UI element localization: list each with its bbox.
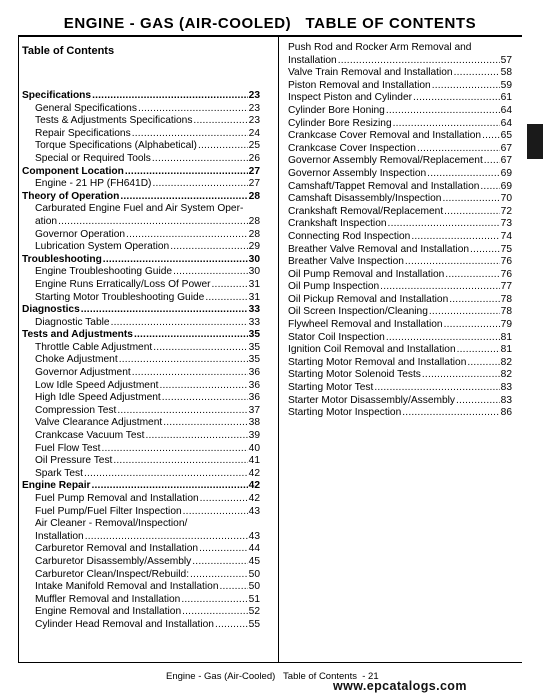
toc-leader-dots xyxy=(85,531,248,544)
toc-leader-dots xyxy=(219,581,247,594)
toc-leader-dots xyxy=(126,229,248,242)
toc-entry-label: Breather Valve Inspection xyxy=(288,256,404,268)
toc-entry[interactable] xyxy=(22,367,260,380)
toc-page-number: 69 xyxy=(500,180,512,192)
toc-leader-dots xyxy=(413,92,500,105)
toc-leader-dots xyxy=(183,506,248,519)
toc-entry-label: Cylinder Head Removal and Installation xyxy=(35,618,214,630)
toc-entry[interactable] xyxy=(288,256,512,269)
toc-page-number: 73 xyxy=(500,218,512,230)
toc-leader-dots xyxy=(132,128,248,141)
toc-page-number: 81 xyxy=(500,344,512,356)
toc-page-number: 76 xyxy=(500,268,512,280)
toc-entry-label: Air Cleaner - Removal/Inspection/ xyxy=(35,518,188,530)
toc-page-number: 82 xyxy=(500,356,512,368)
toc-entry[interactable] xyxy=(22,342,260,355)
toc-page-number: 30 xyxy=(248,253,260,265)
toc-leader-dots xyxy=(445,269,499,282)
toc-leader-dots xyxy=(119,354,248,367)
toc-entry-label: Crankshaft Removal/Replacement xyxy=(288,205,444,217)
page-header xyxy=(18,9,522,37)
toc-entry-label: Piston Removal and Installation xyxy=(288,79,431,91)
toc-page-number: 70 xyxy=(500,193,512,205)
toc-entry-label: Starter Motor Disassembly/Assembly xyxy=(288,394,456,406)
toc-entry[interactable] xyxy=(288,395,512,408)
toc-entry[interactable] xyxy=(288,332,512,345)
toc-section-entry[interactable] xyxy=(22,480,260,493)
toc-page-number: 40 xyxy=(248,442,260,454)
toc-page-number: 50 xyxy=(248,581,260,593)
toc-leader-dots xyxy=(444,206,500,219)
toc-page-number: 57 xyxy=(500,54,512,66)
toc-leader-dots xyxy=(470,244,500,257)
toc-entry[interactable] xyxy=(22,619,260,632)
toc-page-number: 44 xyxy=(248,543,260,555)
toc-entry[interactable] xyxy=(22,354,260,367)
toc-entry[interactable] xyxy=(22,128,260,141)
toc-entry-label: Oil Screen Inspection/Cleaning xyxy=(288,306,428,318)
toc-entry[interactable] xyxy=(288,206,512,219)
toc-entry[interactable] xyxy=(22,392,260,405)
toc-entry-label: Installation xyxy=(35,530,84,542)
toc-leader-dots xyxy=(113,455,247,468)
toc-entry-label: Fuel Pump Removal and Installation xyxy=(35,493,199,504)
column-divider xyxy=(278,37,279,662)
toc-leader-dots xyxy=(120,191,247,204)
toc-leader-dots xyxy=(386,105,500,118)
toc-page-number: 77 xyxy=(500,281,512,293)
toc-entry[interactable] xyxy=(288,130,512,143)
toc-leader-dots xyxy=(212,279,248,292)
toc-leader-dots xyxy=(182,606,248,619)
toc-entry[interactable] xyxy=(22,115,260,128)
toc-entry[interactable] xyxy=(22,493,260,506)
toc-entry[interactable] xyxy=(288,67,512,80)
toc-page-number: 51 xyxy=(248,593,260,605)
toc-entry[interactable] xyxy=(22,606,260,619)
toc-leader-dots xyxy=(444,319,500,332)
toc-entry[interactable] xyxy=(22,455,260,468)
toc-entry[interactable] xyxy=(22,241,260,254)
toc-leader-dots xyxy=(193,115,247,128)
toc-entry[interactable] xyxy=(22,266,260,279)
toc-page-number: 64 xyxy=(500,104,512,116)
toc-entry-label: Carburetor Clean/Inspect/Rebuild: xyxy=(35,568,190,580)
toc-leader-dots xyxy=(163,417,247,430)
toc-page-number: 55 xyxy=(248,618,260,630)
toc-entry-label: Crankcase Cover Removal and Installation xyxy=(288,130,482,142)
toc-entry-label: Tests & Adjustments Specifications xyxy=(35,115,193,127)
toc-entry-label: Spark Test xyxy=(35,467,83,479)
toc-leader-dots xyxy=(200,493,248,506)
toc-leader-dots xyxy=(417,143,500,156)
toc-entry[interactable] xyxy=(22,518,260,531)
toc-leader-dots xyxy=(198,140,248,153)
toc-entry-label: Governor Adjustment xyxy=(35,367,131,379)
toc-entry-label: Low Idle Speed Adjustment xyxy=(35,379,159,391)
toc-entry[interactable] xyxy=(288,80,512,93)
toc-entry[interactable] xyxy=(22,430,260,443)
toc-entry-label: Fuel Flow Test xyxy=(35,442,101,454)
toc-page-number: 82 xyxy=(500,369,512,381)
toc-entry-label: Push Rod and Rocker Arm Removal and xyxy=(288,42,472,53)
toc-page-number: 52 xyxy=(248,606,260,618)
toc-entry[interactable] xyxy=(22,581,260,594)
toc-entry[interactable] xyxy=(22,103,260,116)
toc-page-number: 42 xyxy=(248,467,260,479)
toc-section-entry[interactable] xyxy=(22,329,260,342)
toc-page-number: 43 xyxy=(248,530,260,542)
toc-leader-dots xyxy=(162,392,248,405)
toc-page-number: 79 xyxy=(500,319,512,331)
toc-entry-label: Lubrication System Operation xyxy=(35,241,170,253)
toc-page-number: 42 xyxy=(248,480,260,492)
toc-entry-label: Choke Adjustment xyxy=(35,354,118,366)
toc-entry-label: Carburated Engine Fuel and Air System Oper- xyxy=(35,203,244,215)
toc-leader-dots xyxy=(456,395,500,408)
toc-section-entry[interactable] xyxy=(22,254,260,267)
toc-page-number: 41 xyxy=(248,455,260,467)
toc-entry-label: Compression Test xyxy=(35,404,117,416)
toc-entry[interactable] xyxy=(22,543,260,556)
toc-entry-label: Inspect Piston and Cylinder xyxy=(288,92,413,104)
toc-page-number: 35 xyxy=(248,329,260,341)
toc-entry-label: Carburetor Disassembly/Assembly xyxy=(35,555,192,567)
toc-entry[interactable] xyxy=(288,42,512,55)
section-tab-marker xyxy=(527,124,543,159)
toc-leader-dots xyxy=(422,369,500,382)
toc-entry-label: Valve Train Removal and Installation xyxy=(288,67,453,79)
footer-rule xyxy=(18,662,522,663)
toc-page-number: 37 xyxy=(248,404,260,416)
toc-page-number: 39 xyxy=(248,430,260,442)
toc-leader-dots xyxy=(457,344,500,357)
toc-entry-label: Engine - 21 HP (FH641D) xyxy=(35,178,152,190)
toc-page-number: 76 xyxy=(500,256,512,268)
toc-leader-dots xyxy=(449,294,499,307)
toc-page-number: 23 xyxy=(248,102,260,114)
toc-leader-dots xyxy=(374,382,499,395)
toc-page-number: 25 xyxy=(248,140,260,152)
toc-page-number: 67 xyxy=(500,142,512,154)
toc-entry[interactable] xyxy=(22,317,260,330)
toc-entry-label: Ignition Coil Removal and Installation xyxy=(288,344,456,356)
toc-entry[interactable] xyxy=(288,281,512,294)
toc-entry-label: Theory of Operation xyxy=(22,190,120,202)
toc-leader-dots xyxy=(153,342,247,355)
toc-leader-dots xyxy=(58,216,248,229)
toc-leader-dots xyxy=(402,407,499,420)
toc-entry[interactable] xyxy=(288,168,512,181)
toc-entry[interactable] xyxy=(288,193,512,206)
toc-leader-dots xyxy=(92,480,248,493)
toc-leader-dots xyxy=(81,304,248,317)
toc-entry[interactable] xyxy=(288,369,512,382)
toc-leader-dots xyxy=(432,80,500,93)
toc-entry[interactable] xyxy=(288,357,512,370)
toc-leader-dots xyxy=(480,181,499,194)
toc-page-number: 29 xyxy=(248,241,260,253)
toc-page-number: 78 xyxy=(500,293,512,305)
toc-page-number: 27 xyxy=(248,178,260,190)
toc-page-number: 36 xyxy=(248,392,260,404)
toc-entry[interactable] xyxy=(22,417,260,430)
toc-entry[interactable] xyxy=(22,380,260,393)
toc-entry-label: Cylinder Bore Honing xyxy=(288,104,385,116)
toc-entry-label: Intake Manifold Removal and Installation xyxy=(35,581,219,593)
toc-section-entry[interactable] xyxy=(22,191,260,204)
toc-entry[interactable] xyxy=(288,319,512,332)
toc-leader-dots xyxy=(117,405,247,418)
toc-leader-dots xyxy=(92,90,248,103)
toc-leader-dots xyxy=(405,256,500,269)
toc-entry[interactable] xyxy=(288,231,512,244)
toc-entry[interactable] xyxy=(22,153,260,166)
toc-page-number: 38 xyxy=(248,417,260,429)
toc-page-number: 31 xyxy=(248,278,260,290)
toc-entry[interactable] xyxy=(22,178,260,191)
toc-entry-label: Engine Removal and Installation xyxy=(35,606,182,618)
toc-leader-dots xyxy=(386,332,500,345)
toc-entry[interactable] xyxy=(22,279,260,292)
toc-entry-label: Governor Assembly Removal/Replacement xyxy=(288,155,483,167)
toc-leader-dots xyxy=(181,594,247,607)
toc-entry-label: Stator Coil Inspection xyxy=(288,331,385,343)
toc-page-number: 78 xyxy=(500,306,512,318)
toc-leader-dots xyxy=(132,367,248,380)
toc-leader-dots xyxy=(429,306,500,319)
toc-page-number: 23 xyxy=(248,115,260,127)
toc-entry[interactable] xyxy=(288,155,512,168)
toc-leader-dots xyxy=(482,130,500,143)
toc-section-entry[interactable] xyxy=(22,90,260,103)
toc-page-number: 64 xyxy=(500,117,512,129)
toc-page-number: 36 xyxy=(248,367,260,379)
toc-page-number: 43 xyxy=(248,505,260,517)
toc-entry-label: Muffler Removal and Installation xyxy=(35,593,181,605)
toc-entry-label: General Specifications xyxy=(35,102,137,114)
toc-entry-label: Installation xyxy=(288,54,337,66)
toc-leader-dots xyxy=(125,166,248,179)
toc-heading: Table of Contents xyxy=(22,45,115,57)
left-margin-rule xyxy=(18,37,19,662)
toc-entry-label: Oil Pump Inspection xyxy=(288,281,380,293)
toc-entry-label: Engine Repair xyxy=(22,480,91,492)
toc-page-number: 83 xyxy=(500,394,512,406)
toc-page-number: 50 xyxy=(248,568,260,580)
toc-entry-label: Fuel Pump/Fuel Filter Inspection xyxy=(35,505,182,517)
toc-entry-label: High Idle Speed Adjustment xyxy=(35,392,161,404)
toc-entry[interactable] xyxy=(22,569,260,582)
toc-entry-label: Repair Specifications xyxy=(35,127,131,139)
toc-entry[interactable] xyxy=(22,203,260,216)
toc-leader-dots xyxy=(380,281,499,294)
toc-entry[interactable] xyxy=(288,244,512,257)
toc-page-number: 61 xyxy=(500,92,512,104)
page-title: ENGINE - GAS (AIR-COOLED) TABLE OF CONTENTS xyxy=(63,15,477,32)
toc-page-number: 69 xyxy=(500,167,512,179)
toc-entry-label: Throttle Cable Adjustment xyxy=(35,341,153,353)
toc-leader-dots xyxy=(111,317,248,330)
toc-entry-label: Breather Valve Removal and Installation xyxy=(288,243,470,255)
toc-page-number: 65 xyxy=(500,130,512,142)
toc-entry-label: Engine Troubleshooting Guide xyxy=(35,266,173,278)
toc-entry-label: Carburetor Removal and Installation xyxy=(35,543,199,555)
toc-page-number: 67 xyxy=(500,155,512,167)
toc-leader-dots xyxy=(338,55,500,68)
toc-entry[interactable] xyxy=(22,405,260,418)
toc-right-column xyxy=(288,42,512,420)
toc-leader-dots xyxy=(467,357,499,370)
toc-page-number: 36 xyxy=(248,379,260,391)
toc-entry[interactable] xyxy=(288,105,512,118)
toc-leader-dots xyxy=(190,569,248,582)
toc-entry[interactable] xyxy=(288,407,512,420)
toc-leader-dots xyxy=(103,254,248,267)
toc-entry[interactable] xyxy=(22,556,260,569)
page-footer: Engine - Gas (Air-Cooled) Table of Contents - 21 xyxy=(166,671,379,682)
toc-entry[interactable] xyxy=(288,306,512,319)
toc-page-number: 74 xyxy=(500,230,512,242)
toc-entry-label: Special or Required Tools xyxy=(35,152,151,164)
toc-page-number: 81 xyxy=(500,331,512,343)
toc-left-column xyxy=(22,90,260,632)
toc-page-number: 86 xyxy=(500,407,512,419)
toc-section-entry[interactable] xyxy=(22,304,260,317)
toc-entry[interactable] xyxy=(22,140,260,153)
toc-entry-label: Governor Operation xyxy=(35,228,126,240)
toc-page-number: 28 xyxy=(248,228,260,240)
toc-entry-label: Valve Clearance Adjustment xyxy=(35,417,163,429)
toc-leader-dots xyxy=(159,380,247,393)
toc-page-number: 28 xyxy=(248,215,260,227)
toc-entry-label: Oil Pressure Test xyxy=(35,455,113,467)
toc-entry-label: Camshaft Disassembly/Inspection xyxy=(288,193,442,205)
toc-page-number: 27 xyxy=(248,165,260,177)
toc-page-number: 59 xyxy=(500,79,512,91)
toc-entry[interactable] xyxy=(288,118,512,131)
toc-leader-dots xyxy=(173,266,248,279)
toc-page-number: 24 xyxy=(248,127,260,139)
toc-leader-dots xyxy=(215,619,248,632)
toc-entry[interactable] xyxy=(22,468,260,481)
toc-entry[interactable] xyxy=(288,294,512,307)
toc-leader-dots xyxy=(199,543,248,556)
toc-page-number: 72 xyxy=(500,205,512,217)
toc-entry-label: Torque Specifications (Alphabetical) xyxy=(35,140,197,152)
toc-entry-label: Starting Motor Troubleshooting Guide xyxy=(35,291,205,303)
toc-page-number: 83 xyxy=(500,382,512,394)
toc-entry-label: Specifications xyxy=(22,90,92,101)
toc-entry[interactable] xyxy=(288,181,512,194)
toc-leader-dots xyxy=(152,153,248,166)
toc-entry-label: Camshaft/Tappet Removal and Installation xyxy=(288,180,480,192)
toc-leader-dots xyxy=(388,218,500,231)
toc-entry-label: Connecting Rod Inspection xyxy=(288,230,411,242)
toc-entry[interactable] xyxy=(22,216,260,229)
toc-entry-label: Engine Runs Erratically/Loss Of Power xyxy=(35,278,211,290)
toc-entry-label: Starting Motor Removal and Installation xyxy=(288,356,467,368)
toc-page-number: 45 xyxy=(248,555,260,567)
toc-leader-dots xyxy=(152,178,247,191)
toc-entry[interactable] xyxy=(288,382,512,395)
toc-page-number: 26 xyxy=(248,152,260,164)
toc-entry[interactable] xyxy=(22,531,260,544)
toc-page-number: 35 xyxy=(248,354,260,366)
toc-entry-label: Diagnostics xyxy=(22,304,80,316)
toc-leader-dots xyxy=(205,292,247,305)
toc-page-number: 33 xyxy=(248,304,260,316)
toc-leader-dots xyxy=(102,443,248,456)
toc-leader-dots xyxy=(84,468,248,481)
toc-leader-dots xyxy=(145,430,247,443)
toc-page-number: 35 xyxy=(248,341,260,353)
toc-entry[interactable] xyxy=(22,443,260,456)
toc-entry[interactable] xyxy=(288,218,512,231)
toc-entry[interactable] xyxy=(288,344,512,357)
toc-entry[interactable] xyxy=(22,229,260,242)
toc-entry[interactable] xyxy=(288,92,512,105)
toc-entry-label: Crankcase Cover Inspection xyxy=(288,142,416,154)
toc-leader-dots xyxy=(454,67,500,80)
toc-entry-label: Oil Pump Removal and Installation xyxy=(288,268,445,280)
toc-entry[interactable] xyxy=(22,594,260,607)
toc-entry-label: Governor Assembly Inspection xyxy=(288,167,427,179)
toc-section-entry[interactable] xyxy=(22,166,260,179)
toc-entry-label: ation xyxy=(35,215,58,227)
toc-entry-label: Starting Motor Solenoid Tests xyxy=(288,369,421,381)
toc-leader-dots xyxy=(134,329,248,342)
toc-entry[interactable] xyxy=(288,55,512,68)
toc-entry-label: Cylinder Bore Resizing xyxy=(288,117,392,129)
toc-page-number: 42 xyxy=(248,493,260,504)
toc-entry-label: Crankshaft Inspection xyxy=(288,218,387,230)
toc-entry[interactable] xyxy=(288,143,512,156)
toc-page-number: 75 xyxy=(500,243,512,255)
toc-entry-label: Starting Motor Test xyxy=(288,382,374,394)
watermark-text: www.epcatalogs.com xyxy=(333,679,467,693)
toc-entry-label: Flywheel Removal and Installation xyxy=(288,319,443,331)
toc-entry-label: Oil Pickup Removal and Installation xyxy=(288,293,449,305)
toc-leader-dots xyxy=(442,193,499,206)
toc-entry[interactable] xyxy=(288,269,512,282)
toc-leader-dots xyxy=(427,168,499,181)
toc-leader-dots xyxy=(192,556,247,569)
toc-leader-dots xyxy=(484,155,500,168)
toc-page-number: 30 xyxy=(248,266,260,278)
toc-page-number: 58 xyxy=(500,67,512,79)
toc-entry-label: Crankcase Vacuum Test xyxy=(35,430,145,442)
toc-leader-dots xyxy=(411,231,499,244)
toc-entry-label: Diagnostic Table xyxy=(35,316,110,328)
toc-leader-dots xyxy=(138,103,248,116)
toc-page-number: 33 xyxy=(248,316,260,328)
toc-entry-label: Tests and Adjustments xyxy=(22,329,133,341)
toc-page-number: 31 xyxy=(248,291,260,303)
toc-leader-dots xyxy=(170,241,247,254)
toc-entry[interactable] xyxy=(22,506,260,519)
toc-entry[interactable] xyxy=(22,292,260,305)
toc-page-number: 23 xyxy=(248,90,260,101)
toc-entry-label: Starting Motor Inspection xyxy=(288,407,402,419)
toc-page-number: 28 xyxy=(248,190,260,202)
toc-leader-dots xyxy=(393,118,500,131)
toc-entry-label: Troubleshooting xyxy=(22,253,102,265)
toc-entry-label: Component Location xyxy=(22,165,124,177)
